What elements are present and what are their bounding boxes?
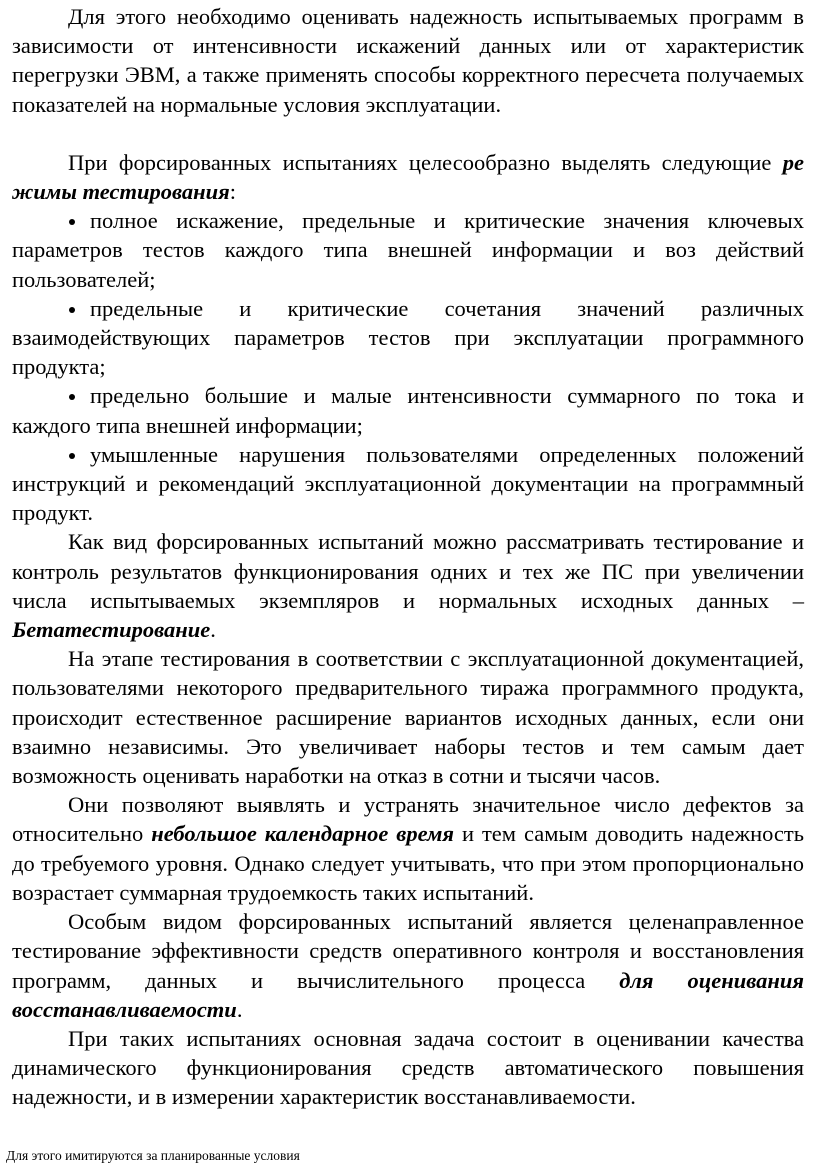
bullet-icon: [69, 219, 75, 225]
bullet-icon: [69, 453, 75, 459]
list-item: [12, 206, 804, 294]
emphasis-recoverability: для оценивания восстанавливаемости: [12, 967, 804, 1022]
paragraph-2: [12, 148, 804, 206]
paragraph-3-tail: .: [210, 617, 216, 643]
document-body: [12, 2, 804, 1112]
list-item: [12, 294, 804, 382]
paragraph-6: [12, 907, 804, 1024]
paragraph-5: [12, 790, 804, 907]
paragraph-2-tail: :: [229, 179, 236, 205]
paragraph-6-text: Особым видом форсированных испытаний является целенаправленное тестирование эффективности средств оперативного контроля и восстановления программ, данных и вычислительного процесса: [12, 909, 804, 993]
paragraph-4: На этапе тестирования в соответствии с эксплуатационной документацией, пользователями некоторого предварительного тиража программного продукта, происходит естественное расширение вариантов исходных данных, если они взаимно независимы. Это увеличивает наборы тестов и тем самым дает возможность оценивать наработки на отказ в сотни и тысячи часов.: [12, 646, 804, 789]
list-item-text: предельные и критические сочетания значений различных взаимодействующих параметров тестов при эксплуатации программного продукта;: [12, 295, 804, 380]
test-modes-list: [12, 206, 804, 527]
list-item: [12, 440, 804, 528]
paragraph-3: [12, 527, 804, 644]
paragraph-5-tail: и тем самым доводить надежность до требуемого уровня. Однако следует учитывать, что при этом пропорционально возрастает суммарная трудоемкость таких испытаний.: [12, 821, 805, 905]
paragraph-2-text: При форсированных испытаниях целесообразно выделять следующие: [68, 149, 783, 175]
emphasis-short-time: небольшое календарное время: [151, 821, 454, 847]
paragraph-7: При таких испытаниях основная задача состоит в оценивании качества динамического функционирования средств автоматического повышения надежности, и в измерении характеристик восстанавливаемости.: [12, 1025, 804, 1110]
paragraph-6-tail: .: [236, 996, 243, 1022]
emphasis-test-modes: ре жимы тестирования: [12, 149, 804, 205]
bullet-icon: [69, 394, 75, 400]
emphasis-beta-testing: Бетатестирование: [12, 617, 211, 643]
list-item: [12, 381, 804, 439]
list-item-text: предельно большие и малые интенсивности суммарного по тока и каждого типа внешней информации;: [12, 383, 804, 438]
paragraph-1: Для этого необходимо оценивать надежность испытываемых программ в зависимости от интенсивности искажений данных или от характеристик перегрузки ЭВМ, а также применять способы корректного пересчета получаемых показателей на нормальные условия эксплуатации.: [12, 4, 804, 117]
list-item-text: умышленные нарушения пользователями определенных положений инструкций и рекомендаций эксплуатационной документации на программный продукт.: [12, 441, 804, 526]
paragraph-5-text: Они позволяют выявлять и устранять значительное число дефектов за относительно: [12, 792, 804, 847]
paragraph-3-text: Как вид форсированных испытаний можно рассматривать тестирование и контроль результатов функционирования одних и тех же ПС при увеличении числа испытываемых экземпляров и нормальных исходных данных –: [12, 529, 804, 613]
bullet-icon: [69, 307, 75, 313]
footer-text: Для этого имитируются за планированные условия: [6, 1148, 300, 1163]
list-item-text: полное искажение, предельные и критические значения ключевых параметров тестов каждого типа внешней информации и воз действий пользователей;: [12, 208, 804, 292]
